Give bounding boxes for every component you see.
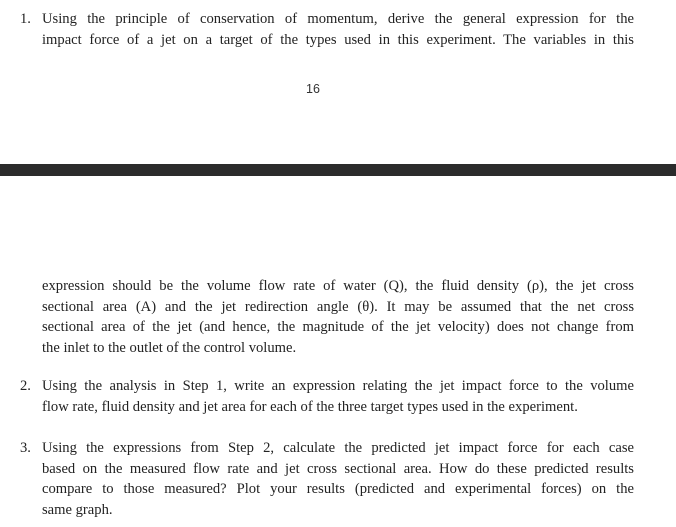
item-3-line-4: same graph. (42, 501, 113, 518)
item-2-line-2: flow rate, fluid density and jet area for each of the three target types used in the experiment. (42, 398, 578, 415)
item-number: 1. (20, 11, 31, 27)
item-1-cont-line-1: expression should be the volume flow rate of water (Q), the fluid density (ρ), the jet cross (42, 278, 634, 294)
item-2-line-1: Using the analysis in Step 1, write an expression relating the jet impact force to the volume (42, 378, 634, 394)
page-bottom (0, 176, 676, 527)
item-number: 3. (20, 440, 31, 456)
item-3-line-3: compare to those measured? Plot your results (predicted and experimental forces) on the (42, 481, 634, 497)
item-1-line-2: impact force of a jet on a target of the types used in this experiment. The variables in this (42, 31, 634, 48)
item-3-line-2: based on the measured flow rate and jet cross sectional area. How do these predicted results (42, 460, 634, 477)
item-1-line-1: Using the principle of conservation of momentum, derive the general expression for the (42, 11, 634, 27)
item-3-line-1: Using the expressions from Step 2, calculate the predicted jet impact force for each case (42, 440, 634, 456)
item-1-cont-line-4: the inlet to the outlet of the control volume. (42, 339, 297, 356)
page-top (0, 0, 676, 164)
item-1-cont-line-2: sectional area (A) and the jet redirection angle (θ). It may be assumed that the net cross (42, 298, 634, 315)
page-divider (0, 164, 676, 176)
item-1-cont-line-3: sectional area of the jet (and hence, the magnitude of the jet velocity) does not change from (42, 319, 634, 335)
item-number: 2. (20, 378, 31, 394)
page-number: 16 (306, 82, 320, 96)
